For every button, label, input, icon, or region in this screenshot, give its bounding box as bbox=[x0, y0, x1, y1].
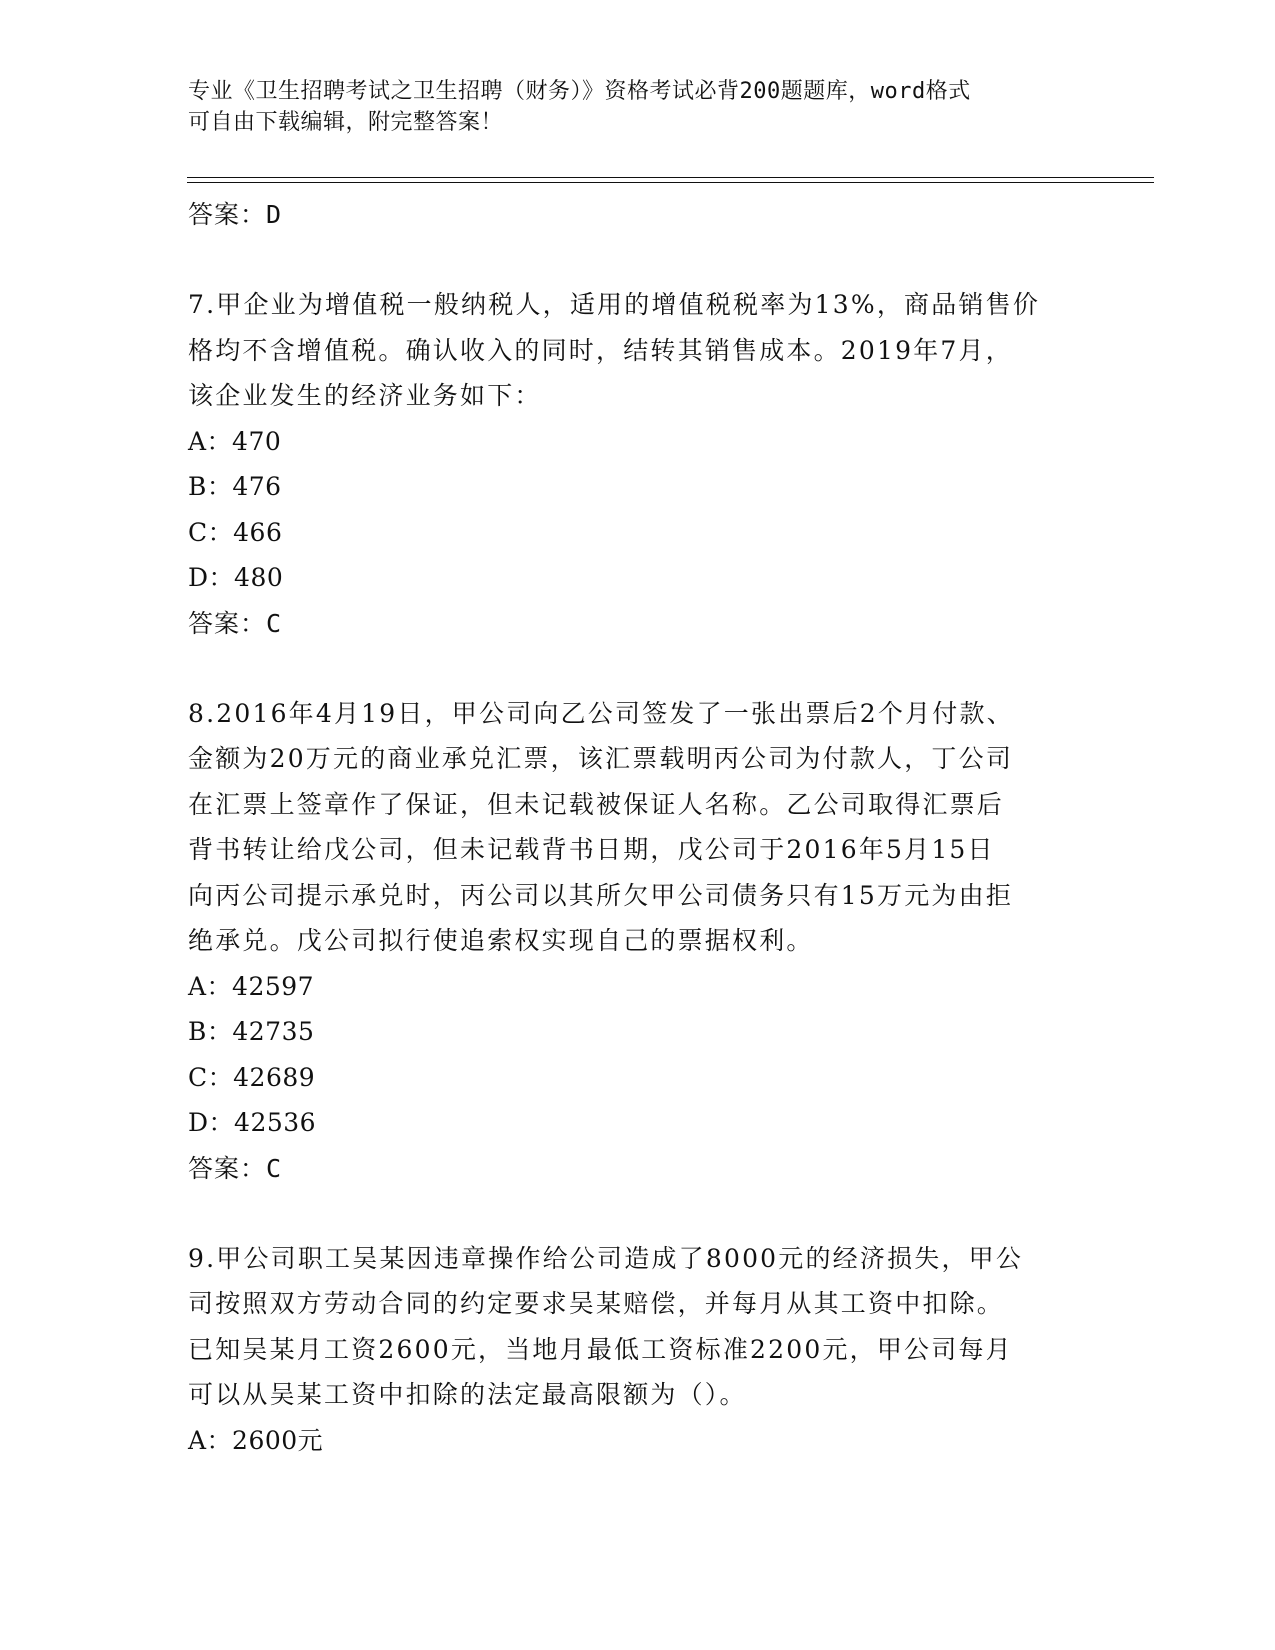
question-text-line: 9.甲公司职工吴某因违章操作给公司造成了8000元的经济损失，甲公 bbox=[188, 1243, 1024, 1273]
question-text-line: 格均不含增值税。确认收入的同时，结转其销售成本。2019年7月， bbox=[188, 335, 1013, 365]
question-7 bbox=[188, 282, 1088, 646]
option-c: C：466 bbox=[188, 517, 283, 547]
answer-line: 答案：C bbox=[188, 608, 283, 638]
question-text-line: 背书转让给戊公司，但未记载背书日期，戊公司于2016年5月15日 bbox=[188, 835, 995, 864]
question-text-line: 绝承兑。戊公司拟行使追索权实现自己的票据权利。 bbox=[188, 926, 814, 955]
option-b: B：476 bbox=[188, 472, 282, 501]
answer-line: 答案：C bbox=[188, 1153, 283, 1183]
option-b: B：42735 bbox=[188, 1017, 315, 1046]
question-text-line: 该企业发生的经济业务如下： bbox=[188, 381, 542, 410]
option-a: A：470 bbox=[188, 426, 282, 456]
question-8 bbox=[188, 691, 1088, 1191]
question-text-line: 向丙公司提示承兑时，丙公司以其所欠甲公司债务只有15万元为由拒 bbox=[188, 880, 1014, 910]
question-text-line: 7.甲企业为增值税一般纳税人，适用的增值税税率为13%，商品销售价 bbox=[188, 290, 1041, 319]
question-text-line: 司按照双方劳动合同的约定要求吴某赔偿，并每月从其工资中扣除。 bbox=[188, 1289, 1005, 1318]
option-d: D：42536 bbox=[188, 1108, 317, 1137]
question-text-line: 在汇票上签章作了保证，但未记载被保证人名称。乙公司取得汇票后 bbox=[188, 789, 1005, 819]
option-a: A：2600元 bbox=[188, 1425, 324, 1455]
option-a: A：42597 bbox=[188, 971, 315, 1001]
question-text-line: 可以从吴某工资中扣除的法定最高限额为（）。 bbox=[188, 1380, 747, 1409]
document-body bbox=[188, 192, 1088, 1463]
question-text-line: 8.2016年4月19日，甲公司向乙公司签发了一张出票后2个月付款、 bbox=[188, 698, 1014, 728]
header-rule-top bbox=[187, 177, 1154, 178]
option-c: C：42689 bbox=[188, 1062, 316, 1092]
header-rule-bottom bbox=[187, 182, 1154, 183]
header-line-2: 可自由下载编辑，附完整答案！ bbox=[188, 110, 504, 135]
answer-line: 答案：D bbox=[188, 200, 283, 229]
question-9 bbox=[188, 1236, 1088, 1464]
header-line-1: 专业《卫生招聘考试之卫生招聘（财务）》资格考试必背200题题库，word格式 bbox=[188, 79, 971, 104]
question-text-line: 已知吴某月工资2600元，当地月最低工资标准2200元，甲公司每月 bbox=[188, 1334, 1013, 1364]
question-text-line: 金额为20万元的商业承兑汇票，该汇票载明丙公司为付款人，丁公司 bbox=[188, 744, 1014, 773]
document-header bbox=[188, 76, 1068, 138]
option-d: D：480 bbox=[188, 563, 284, 592]
